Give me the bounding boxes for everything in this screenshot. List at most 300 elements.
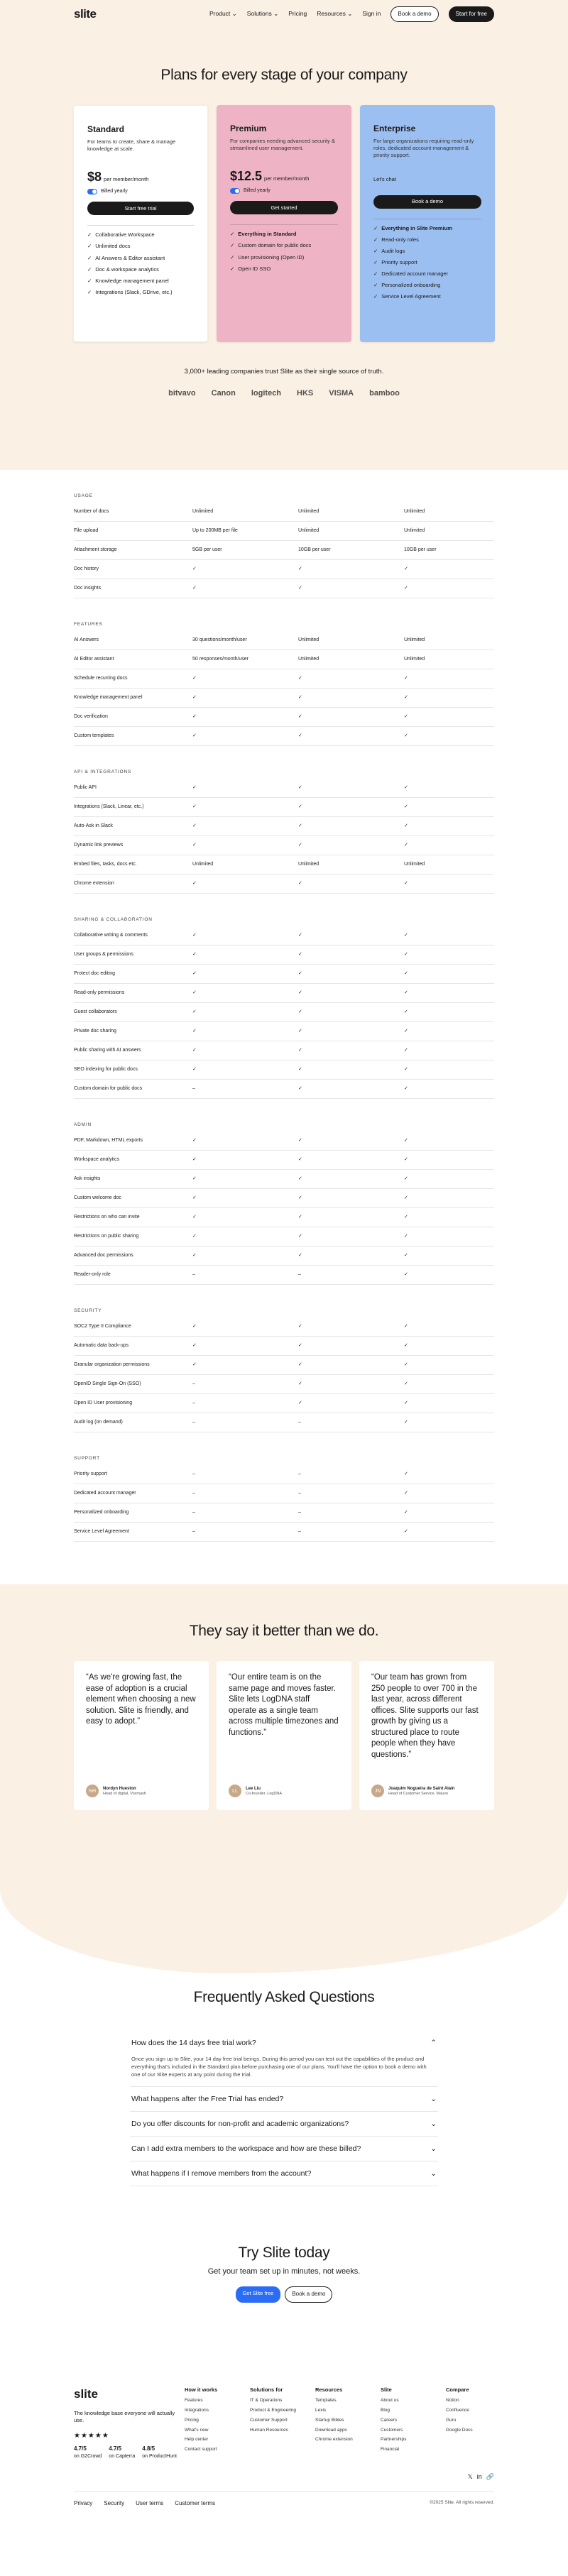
footer-link[interactable]: Contact support: [185, 2447, 217, 2452]
row-label: Granular organization permissions: [74, 1362, 150, 1368]
faq-question[interactable]: Can I add extra members to the workspace and how are these billed? ⌄: [131, 2144, 437, 2153]
table-row: [74, 708, 494, 727]
plan-feature: ✓ User provisioning (Open ID): [230, 253, 305, 261]
plan-cards: [0, 105, 568, 342]
chevron-up-icon: ⌃: [430, 2038, 437, 2047]
footer-column: [250, 2386, 298, 2460]
plan-cell: ✓: [298, 1195, 302, 1201]
faq-question[interactable]: Do you offer discounts for non-profit and academic organizations? ⌄: [131, 2119, 437, 2128]
plan-cell: ✓: [192, 676, 197, 681]
faq-list: [130, 2031, 438, 2187]
plan-cell: ✓: [404, 1529, 408, 1535]
plan-cell: 5GB per user: [192, 547, 222, 553]
cta-subtitle: Get your team set up in minutes, not weeks.: [207, 2267, 361, 2276]
check-icon: ✓: [230, 265, 235, 272]
testimonial-cards: [74, 1661, 494, 1810]
plan-cell: ✓: [298, 1381, 302, 1387]
plan-cell: Unlimited: [298, 528, 320, 534]
plan-cell: ✓: [298, 1234, 302, 1239]
plan-cell: ✓: [298, 971, 302, 977]
check-icon: ✓: [373, 258, 378, 265]
plan-cell: –: [192, 1529, 195, 1535]
plan-cell: ✓: [192, 1009, 197, 1015]
plan-cell: ✓: [298, 566, 302, 572]
plan-cell: ✓: [192, 1343, 197, 1349]
faq-item: [130, 2137, 438, 2161]
chevron-down-icon: ⌄: [430, 2094, 437, 2103]
footer-link[interactable]: Customers: [381, 2427, 403, 2433]
footer-link[interactable]: Features: [185, 2398, 203, 2404]
author-name: Lee Liu: [246, 1786, 261, 1791]
row-label: Advanced doc permissions: [74, 1253, 133, 1259]
start-free-button[interactable]: Start for free: [449, 6, 494, 23]
row-label: Collaborative writing & comments: [74, 933, 148, 938]
plan-cell: Unlimited: [404, 657, 425, 662]
plan-cell: 10GB per user: [404, 547, 437, 553]
plan-feature: ✓ AI Answers & Editor assistant: [87, 254, 165, 261]
plan-cell: ✓: [404, 1362, 408, 1368]
table-row: [74, 1523, 494, 1542]
table-row: [74, 522, 494, 541]
table-row: [74, 1227, 494, 1246]
hks-logo: HKS: [297, 389, 314, 398]
check-icon: ✓: [87, 277, 92, 284]
plan-cell: –: [192, 1401, 195, 1406]
link-icon[interactable]: 🔗: [486, 2473, 494, 2481]
testimonial-quote: “Our entire team is on the same page and moves faster. Slite lets LogDNA staff operate as a single team across multiple timezones and functions.”: [229, 1673, 339, 1737]
plan-cell: ✓: [192, 1138, 197, 1144]
footer-link[interactable]: What's new: [185, 2427, 209, 2433]
plan-cell: ✓: [192, 1362, 197, 1368]
row-label: PDF, Markdown, HTML exports: [74, 1138, 143, 1144]
plan-cell: –: [192, 1471, 195, 1477]
linkedin-icon[interactable]: in: [476, 2473, 482, 2481]
rating-g2: 4.7/5 on G2Crowd: [74, 2445, 102, 2459]
table-row: [74, 1131, 494, 1151]
row-label: Reader-only role: [74, 1272, 111, 1278]
plan-feature: ✓ Everything in Slite Premium: [373, 224, 452, 231]
row-label: Personalized onboarding: [74, 1510, 129, 1516]
plan-cell: ✓: [192, 1215, 197, 1220]
table-row: [74, 1022, 494, 1041]
footer-link[interactable]: Download apps: [315, 2427, 347, 2433]
plan-cell: ✓: [192, 933, 197, 938]
plan-cell: ✓: [192, 952, 197, 958]
testimonial-card: [359, 1661, 494, 1810]
row-label: Custom templates: [74, 733, 114, 739]
check-icon: ✓: [87, 265, 92, 273]
table-row: [74, 1465, 494, 1484]
start-free-trial-button[interactable]: Start free trial: [87, 202, 194, 215]
footer-column: [446, 2386, 494, 2460]
nav-sign-in[interactable]: Sign in: [362, 10, 381, 18]
row-label: SEO indexing for public docs: [74, 1067, 138, 1073]
plan-feature: ✓ Custom domain for public docs: [230, 242, 312, 249]
cta-title: Try Slite today: [238, 2245, 330, 2262]
faq-question[interactable]: What happens after the Free Trial has ended? ⌄: [131, 2094, 437, 2103]
plan-cell: ✓: [404, 785, 408, 791]
footer-column-title: Slite: [381, 2386, 392, 2394]
row-label: Ask insights: [74, 1176, 101, 1182]
plan-cell: –: [192, 1381, 195, 1387]
row-label: Guest collaborators: [74, 1009, 117, 1015]
table-row: [74, 817, 494, 836]
footer-link[interactable]: Chrome extension: [315, 2437, 353, 2443]
row-label: Restrictions on who can invite: [74, 1215, 140, 1220]
footer-link[interactable]: Notion: [446, 2398, 459, 2404]
author-role: Head of digital, Voxmash: [103, 1791, 146, 1796]
footer-logo[interactable]: slite: [74, 2387, 99, 2401]
footer-link[interactable]: Careers: [381, 2417, 398, 2423]
plan-cell: ✓: [192, 1324, 197, 1330]
footer-link[interactable]: Customer Support: [250, 2417, 288, 2423]
table-row: [74, 560, 494, 579]
plan-feature: ✓ Read-only roles: [373, 236, 419, 243]
table-row: [74, 1413, 494, 1432]
comparison-table: [0, 488, 568, 1584]
plan-feature: ✓ Dedicated account manager: [373, 270, 449, 278]
plan-cell: Unlimited: [404, 637, 425, 643]
plan-cell: Unlimited: [404, 528, 425, 534]
check-icon: ✓: [373, 236, 378, 243]
row-label: Open ID User provisioning: [74, 1401, 133, 1406]
row-label: Auto-Ask in Slack: [74, 823, 113, 829]
plan-cell: ✓: [192, 881, 197, 887]
faq-question[interactable]: How does the 14 days free trial work? ⌃: [131, 2038, 437, 2047]
plan-price: $12.5: [230, 168, 263, 183]
plan-cell: ✓: [298, 952, 302, 958]
plan-cell: ✓: [298, 1029, 302, 1034]
table-row: [74, 946, 494, 965]
footer-link[interactable]: About us: [381, 2398, 399, 2404]
get-started-button[interactable]: Get started: [230, 201, 338, 214]
author-role: Head of Customer Service, Mauvo: [388, 1791, 449, 1796]
row-label: Custom welcome doc: [74, 1195, 121, 1201]
plan-cell: ✓: [404, 971, 408, 977]
footer-link[interactable]: Partnerships: [381, 2437, 407, 2443]
table-row: [74, 727, 494, 746]
plan-cell: ✓: [298, 804, 302, 810]
testimonials-title: They say it better than we do.: [189, 1623, 379, 1639]
table-row: [74, 1170, 494, 1189]
plan-cell: ✓: [298, 733, 302, 739]
avatar: NH: [86, 1785, 99, 1797]
footer-link[interactable]: Templates: [315, 2398, 337, 2404]
plan-cell: Up to 200MB per file: [192, 528, 238, 534]
footer-link[interactable]: Integrations: [185, 2408, 209, 2413]
get-slite-free-button[interactable]: Get Slite free: [236, 2286, 281, 2303]
row-label: Service Level Agreement: [74, 1529, 129, 1535]
faq-answer: Once you sign up to Slite, your 14 day free trial beings. During this period you can test out the capabilities of the product and everything that's included in the Standard plan before purchasing one of our plans. You'll have the option to book a demo with one of our Slite experts at any point during the trial.: [131, 2055, 427, 2078]
plan-cell: Unlimited: [192, 862, 214, 867]
plan-cell: –: [192, 1491, 195, 1496]
plan-cell: ✓: [404, 1471, 408, 1477]
privacy-link[interactable]: Privacy: [74, 2500, 93, 2507]
footer-link[interactable]: Pricing: [185, 2417, 199, 2423]
plan-feature: ✓ Knowledge management panel: [87, 277, 169, 284]
nav-product[interactable]: Product ⌄: [209, 10, 237, 18]
row-label: Attachment storage: [74, 547, 117, 553]
row-label: AI Editor assistant: [74, 657, 114, 662]
table-row: [74, 1503, 494, 1523]
chevron-down-icon: ⌄: [430, 2169, 437, 2178]
plan-feature: ✓ Service Level Agreement: [373, 293, 441, 300]
plan-cell: ✓: [298, 881, 302, 887]
billed-label: Billed yearly: [101, 188, 128, 194]
footer-link[interactable]: Lexis: [315, 2408, 327, 2413]
plan-cell: ✓: [404, 1138, 408, 1144]
faq-question[interactable]: What happens if I remove members from the account? ⌄: [131, 2169, 437, 2178]
plan-cell: ✓: [192, 990, 197, 996]
faq-section: [0, 1973, 568, 2186]
plan-cell: ✓: [404, 1381, 408, 1387]
plan-cell: ✓: [404, 695, 408, 701]
plan-cell: ✓: [298, 714, 302, 720]
plan-cell: –: [298, 1491, 301, 1496]
plan-cell: ✓: [298, 843, 302, 848]
table-row: [74, 1246, 494, 1266]
footer-link[interactable]: Help center: [185, 2437, 209, 2443]
bitvavo-logo: bitvavo: [168, 389, 196, 398]
footer-link[interactable]: Google Docs: [446, 2427, 473, 2433]
plan-cell: ✓: [404, 804, 408, 810]
check-icon: ✓: [230, 231, 235, 238]
footer-column: [185, 2386, 233, 2460]
plan-cell: –: [192, 1420, 195, 1425]
plan-cell: ✓: [192, 695, 197, 701]
billing-toggle[interactable]: [87, 189, 97, 194]
cta-section: [0, 2243, 568, 2303]
chevron-down-icon: ⌄: [273, 10, 279, 18]
row-label: Embed files, tasks, docs etc.: [74, 862, 137, 867]
row-label: Custom domain for public docs: [74, 1086, 143, 1092]
row-label: Doc history: [74, 566, 99, 572]
page-title: Plans for every stage of your company: [160, 67, 408, 83]
plan-feature: ✓ Priority support: [373, 258, 417, 265]
table-row: [74, 1484, 494, 1503]
footer: [0, 2303, 568, 2536]
plan-cell: Unlimited: [298, 637, 320, 643]
table-row: [74, 875, 494, 894]
plan-cell: ✓: [298, 785, 302, 791]
plan-cell: ✓: [404, 1176, 408, 1182]
testimonial-card: [74, 1661, 209, 1810]
plan-cell: ✓: [192, 714, 197, 720]
plan-cell: Unlimited: [404, 509, 425, 515]
plan-cell: ✓: [404, 1048, 408, 1053]
table-section-title: USAGE: [74, 493, 93, 499]
plan-name: Standard: [87, 124, 125, 135]
row-label: Dynamic link previews: [74, 843, 124, 848]
plan-cell: ✓: [404, 1253, 408, 1259]
plan-cell: ✓: [404, 1234, 408, 1239]
table-row: [74, 855, 494, 875]
plan-feature: ✓ Open ID SSO: [230, 265, 271, 272]
plan-cell: ✓: [404, 1086, 408, 1092]
table-row: [74, 1375, 494, 1394]
table-row: [74, 1003, 494, 1022]
check-icon: ✓: [373, 247, 378, 254]
footer-link[interactable]: Confluence: [446, 2408, 469, 2413]
plan-cell: –: [192, 1272, 195, 1278]
check-icon: ✓: [373, 293, 378, 300]
table-row: [74, 1394, 494, 1413]
chevron-down-icon: ⌄: [430, 2144, 437, 2153]
plan-per: per member/month: [104, 175, 149, 182]
plan-cell: ✓: [404, 676, 408, 681]
logitech-logo: logitech: [251, 389, 282, 398]
row-label: Chrome extension: [74, 881, 114, 887]
security-link[interactable]: Security: [104, 2500, 125, 2507]
plan-cell: ✓: [192, 566, 197, 572]
plan-name: Premium: [230, 124, 267, 134]
table-row: [74, 984, 494, 1003]
trust-text: 3,000+ leading companies trust Slite as their single source of truth.: [184, 368, 384, 376]
footer-column-title: How it works: [185, 2386, 218, 2394]
author-name: Nordyn Hueston: [103, 1786, 136, 1791]
plan-cell: ✓: [404, 1215, 408, 1220]
footer-link[interactable]: Startup Bibles: [315, 2417, 344, 2423]
book-demo-plan-button[interactable]: Book a demo: [373, 195, 481, 209]
row-label: SOC2 Type II Compliance: [74, 1324, 131, 1330]
plan-cell: ✓: [192, 1029, 197, 1034]
plan-cell: –: [298, 1272, 301, 1278]
row-label: Automatic data back-ups: [74, 1343, 129, 1349]
customer-terms-link[interactable]: Customer terms: [175, 2500, 216, 2507]
row-label: Knowledge management panel: [74, 695, 143, 701]
plan-cell: –: [192, 1086, 195, 1092]
plan-cell: ✓: [192, 971, 197, 977]
plan-cell: ✓: [404, 1324, 408, 1330]
row-label: Public API: [74, 785, 97, 791]
plan-cell: ✓: [192, 733, 197, 739]
plan-cell: ✓: [192, 1234, 197, 1239]
faq-item: [130, 2112, 438, 2137]
table-row: [74, 1266, 494, 1285]
plan-cell: ✓: [298, 823, 302, 829]
plan-desc: For large organizations requiring read-only roles, dedicated account management & priority support.: [373, 137, 474, 158]
plan-cell: ✓: [298, 1215, 302, 1220]
plan-cell: ✓: [404, 1510, 408, 1516]
footer-column-title: Solutions for: [250, 2386, 283, 2394]
chevron-down-icon: ⌄: [430, 2119, 437, 2128]
plan-cell: ✓: [192, 1157, 197, 1163]
footer-link[interactable]: Blog: [381, 2408, 390, 2413]
plan-cell: ✓: [298, 1009, 302, 1015]
plan-cell: ✓: [404, 733, 408, 739]
nav-pricing[interactable]: Pricing: [288, 10, 307, 18]
plan-cell: Unlimited: [192, 509, 214, 515]
plan-cell: ✓: [298, 1362, 302, 1368]
table-row: [74, 1189, 494, 1208]
table-row: [74, 798, 494, 817]
plan-per: per member/month: [264, 175, 310, 182]
row-label: Integrations (Slack, Linear, etc.): [74, 804, 144, 810]
plan-cell: ✓: [192, 1195, 197, 1201]
nav-resources[interactable]: Resources ⌄: [317, 10, 353, 18]
bamboo-logo: bamboo: [369, 389, 400, 398]
plan-cell: ✓: [192, 1253, 197, 1259]
avatar: LL: [229, 1785, 241, 1797]
plan-feature: ✓ Doc & workspace analytics: [87, 265, 159, 273]
faq-title: Frequently Asked Questions: [193, 1989, 375, 2006]
plan-cell: ✓: [298, 1343, 302, 1349]
book-demo-button[interactable]: Book a demo: [390, 6, 438, 23]
plan-cell: ✓: [298, 1324, 302, 1330]
plan-cell: ✓: [404, 952, 408, 958]
testimonial-card: [217, 1661, 351, 1810]
avatar: JN: [371, 1785, 384, 1797]
plan-cell: Unlimited: [298, 657, 320, 662]
plan-cell: Unlimited: [404, 862, 425, 867]
plan-cell: ✓: [298, 1176, 302, 1182]
faq-item: [130, 2161, 438, 2186]
plan-feature: ✓ Everything in Standard: [230, 231, 297, 238]
table-row: [74, 541, 494, 560]
x-icon[interactable]: 𝕏: [467, 2473, 473, 2481]
plan-cell: –: [192, 1510, 195, 1516]
author-name: Joaquim Nogueira de Saint Alain: [388, 1786, 455, 1791]
author-role: Co-founder, LogDNA: [246, 1791, 283, 1796]
plan-cell: ✓: [404, 1195, 408, 1201]
plan-cell: ✓: [404, 566, 408, 572]
plan-cell: ✓: [404, 881, 408, 887]
user-terms-link[interactable]: User terms: [136, 2500, 164, 2507]
cta-book-demo-button[interactable]: Book a demo: [285, 2286, 332, 2303]
table-row: [74, 579, 494, 598]
visma-logo: VISMA: [329, 389, 354, 398]
testimonial-quote: “As we're growing fast, the ease of adoption is a crucial element when choosing a new solution. Slite is friendly, and easy to adopt.”: [86, 1673, 196, 1726]
customer-logos: [0, 388, 568, 470]
plan-cell: –: [298, 1510, 301, 1516]
table-row: [74, 1151, 494, 1170]
table-section-title: FEATURES: [74, 622, 103, 627]
footer-link[interactable]: Product & Engineering: [250, 2408, 297, 2413]
plan-feature: ✓ Collaborative Workspace: [87, 231, 155, 239]
row-label: Doc insights: [74, 586, 102, 591]
check-icon: ✓: [87, 254, 92, 261]
footer-link[interactable]: IT & Operations: [250, 2398, 283, 2404]
plan-cell: ✓: [192, 785, 197, 791]
plan-cell: ✓: [192, 586, 197, 591]
logo[interactable]: slite: [74, 6, 97, 21]
plan-feature: ✓ Unlimited docs: [87, 243, 131, 250]
billing-toggle[interactable]: [230, 188, 240, 194]
footer-link[interactable]: Guru: [446, 2417, 457, 2423]
wave-divider: [0, 1888, 568, 1973]
plan-cell: –: [298, 1471, 301, 1477]
plan-cell: ✓: [404, 990, 408, 996]
plan-feature: ✓ Audit logs: [373, 247, 405, 254]
check-icon: ✓: [230, 242, 235, 249]
plan-cell: ✓: [404, 823, 408, 829]
row-label: Public sharing with AI answers: [74, 1048, 141, 1053]
plan-cell: ✓: [298, 586, 302, 591]
table-row: [74, 650, 494, 669]
footer-tagline: The knowledge base everyone will actually use.: [74, 2410, 175, 2424]
footer-link[interactable]: Human Resources: [250, 2427, 288, 2433]
plan-cell: ✓: [298, 695, 302, 701]
plan-cell: ✓: [192, 804, 197, 810]
footer-link[interactable]: Financial: [381, 2447, 400, 2452]
plan-price: $8: [87, 169, 102, 184]
row-label: OpenID Single Sign-On (SSO): [74, 1381, 141, 1387]
plan-cell: ✓: [404, 1343, 408, 1349]
plan-desc: For companies needing advanced security & streamlined user management.: [230, 137, 336, 151]
check-icon: ✓: [230, 253, 235, 261]
rating-producthunt: 4.8/5 on ProductHunt: [142, 2445, 177, 2459]
nav-solutions[interactable]: Solutions ⌄: [246, 10, 279, 18]
